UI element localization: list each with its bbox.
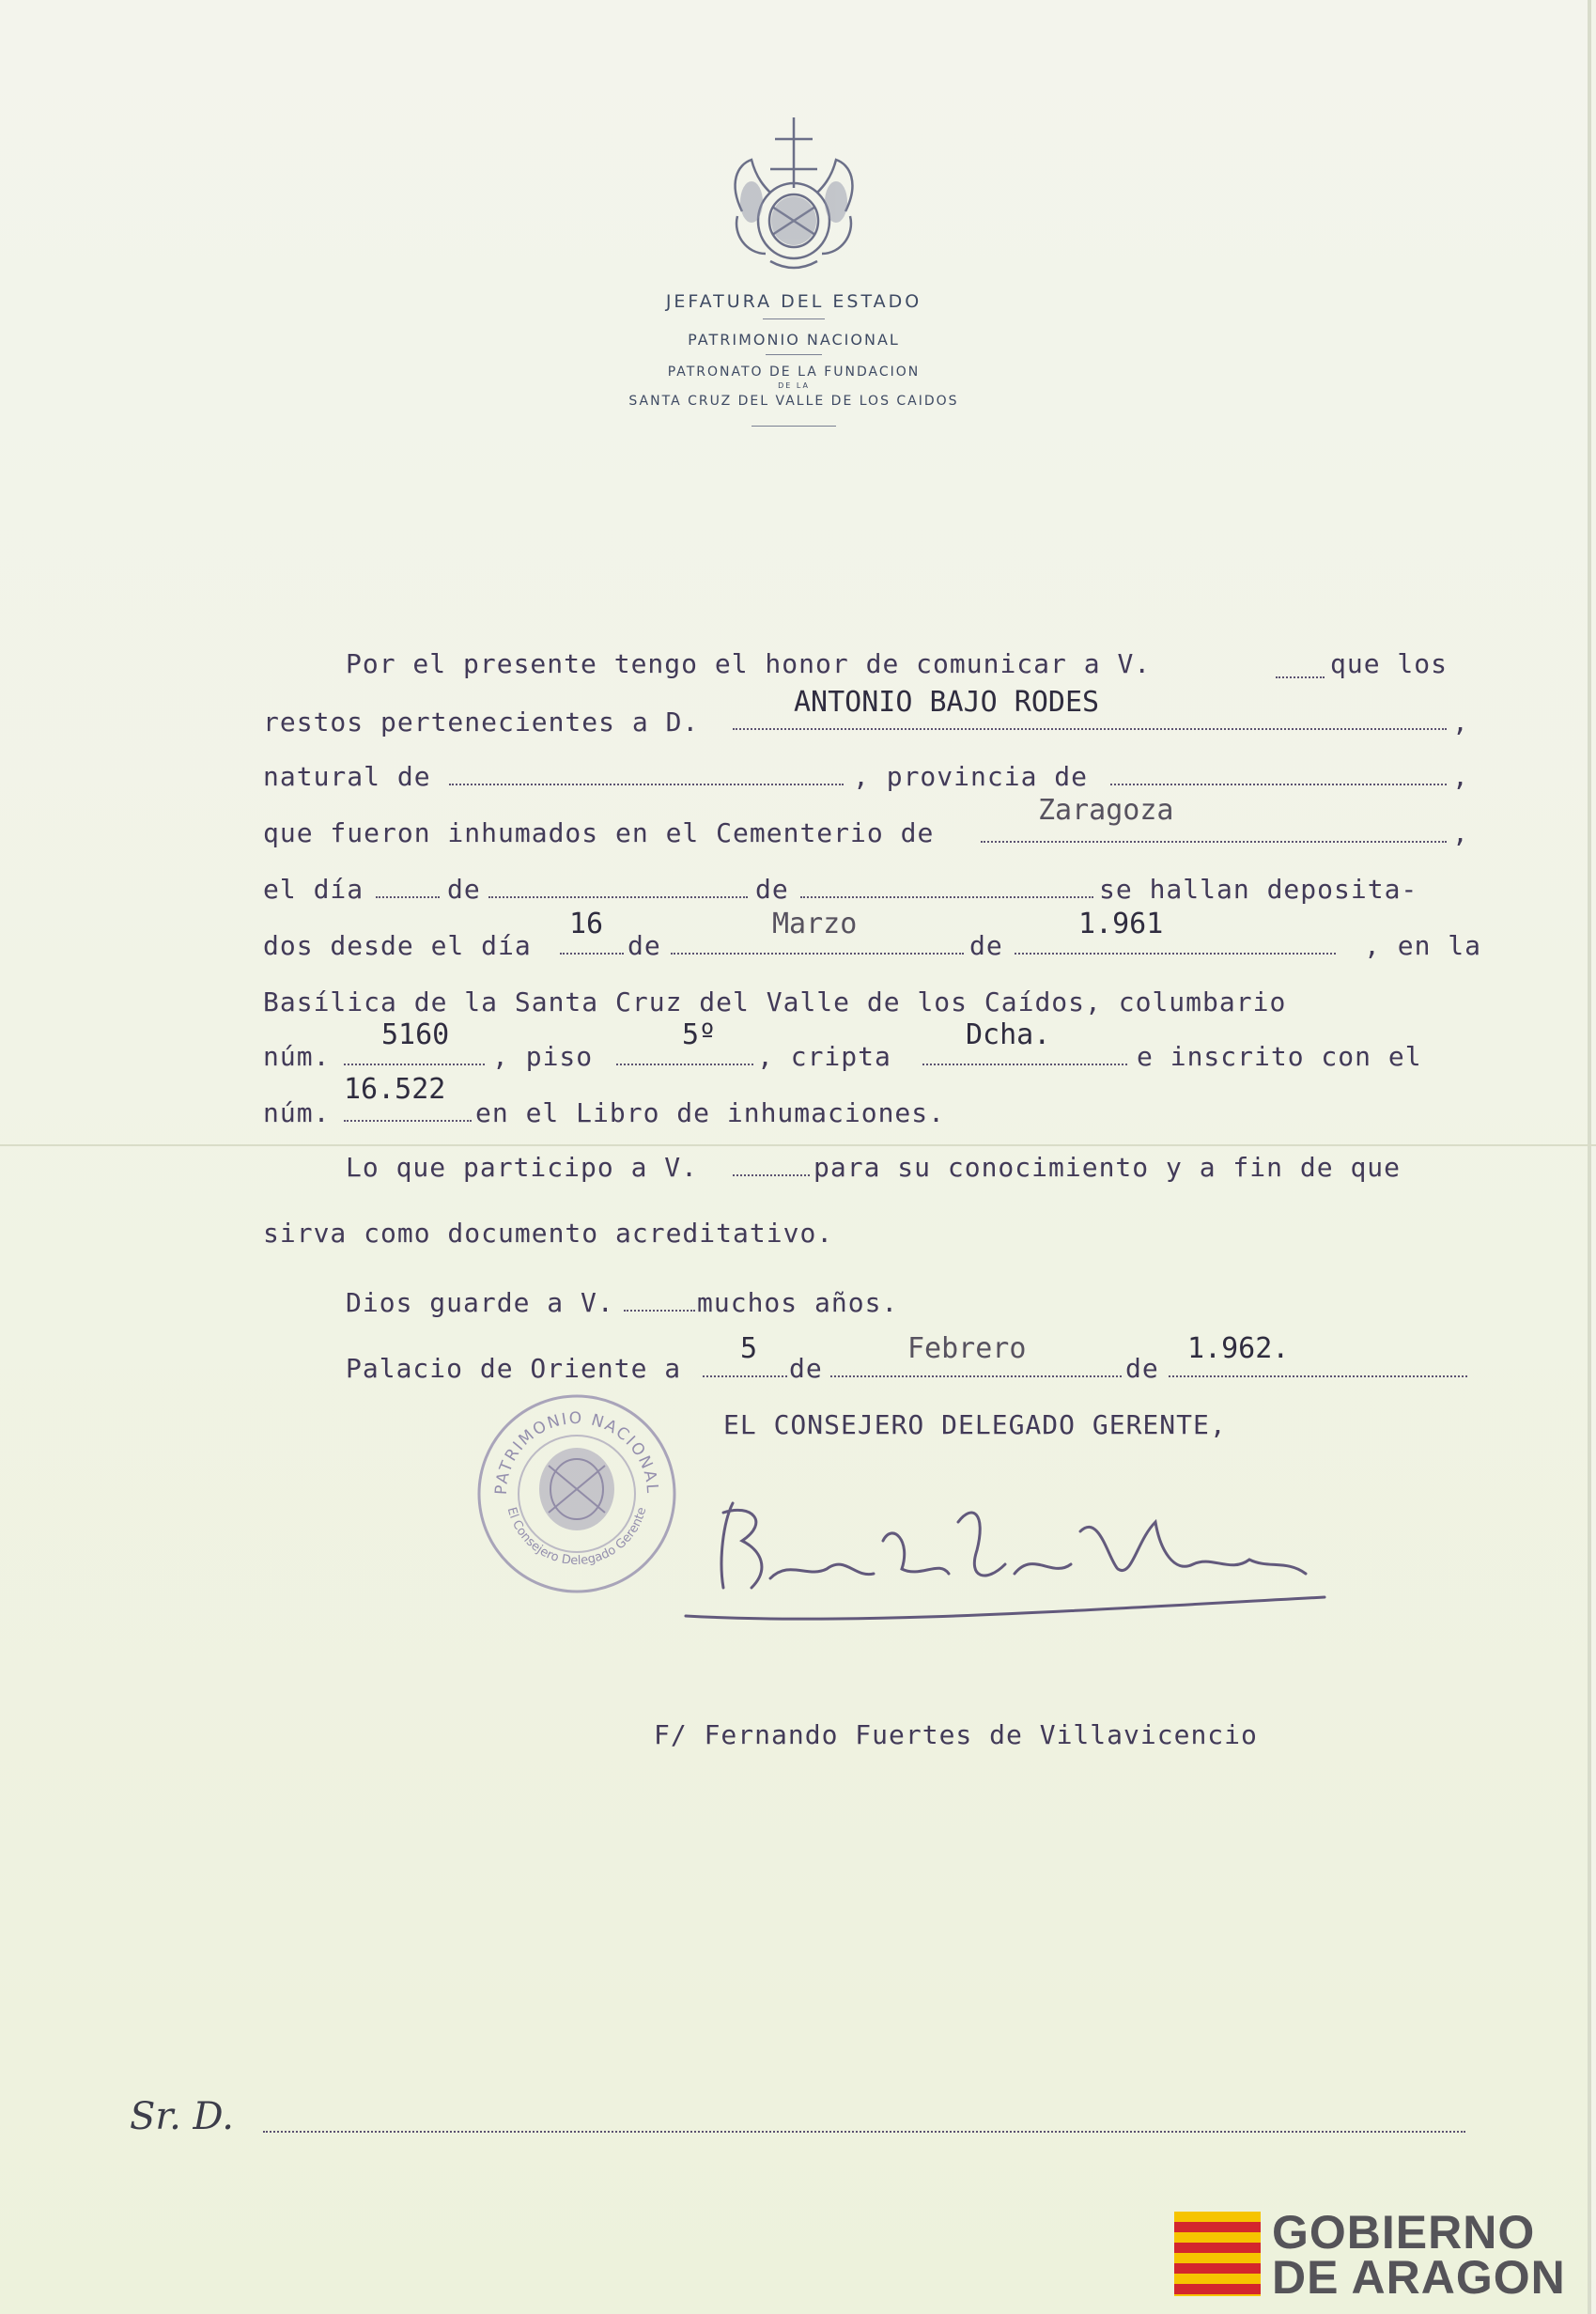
- svg-text:El Consejero Delegado Gerente: El Consejero Delegado Gerente: [504, 1505, 650, 1569]
- comma: ,: [1452, 761, 1469, 792]
- blank-dots: [981, 841, 1447, 843]
- body-line-11: sirva como documento acreditativo.: [263, 1218, 834, 1249]
- date-line: Palacio de Oriente a: [346, 1353, 682, 1384]
- comma: ,: [1452, 817, 1469, 848]
- body-line-3-provincia: , provincia de: [853, 761, 1089, 792]
- blank-dots: [616, 1064, 753, 1065]
- body-line-12-end: muchos años.: [697, 1287, 899, 1318]
- blank-dots: [733, 728, 1447, 730]
- letterhead-rule: [766, 354, 822, 355]
- piso-field: 5º: [682, 1018, 717, 1051]
- aragon-flag-icon: [1174, 2212, 1261, 2296]
- blank-dots: [376, 896, 440, 898]
- body-line-6-de: de: [969, 930, 1003, 961]
- body-line-6-de: de: [628, 930, 661, 961]
- svg-text:PATRIMONIO NACIONAL: PATRIMONIO NACIONAL: [491, 1408, 662, 1496]
- body-line-9: núm.: [263, 1097, 331, 1128]
- body-line-5-de: de: [755, 874, 789, 905]
- body-line-8: núm.: [263, 1041, 331, 1072]
- body-line-12: Dios guarde a V.: [346, 1287, 614, 1318]
- date-day-field: 5: [740, 1332, 758, 1365]
- body-line-5-de: de: [447, 874, 481, 905]
- fold-crease: [0, 1144, 1596, 1146]
- letterhead-line-santa-cruz: SANTA CRUZ DEL VALLE DE LOS CAIDOS: [628, 394, 959, 409]
- official-seal-stamp: [473, 1390, 680, 1597]
- body-line-5: el día: [263, 874, 364, 905]
- typed-signer-name: F/ Fernando Fuertes de Villavicencio: [654, 1719, 1258, 1750]
- blank-dots: [449, 784, 844, 785]
- registry-number-field: 16.522: [344, 1073, 446, 1106]
- date-line-de: de: [1125, 1353, 1159, 1384]
- cross-coat-of-arms-icon: [714, 113, 874, 282]
- body-line-10: Lo que participo a V.: [346, 1152, 699, 1183]
- blank-dots: [344, 1120, 472, 1122]
- logo-line-2: DE ARAGON: [1272, 2251, 1566, 2304]
- blank-dots: [560, 953, 624, 955]
- columbario-field: 5160: [381, 1018, 450, 1051]
- letterhead-line-patrimonio: PATRIMONIO NACIONAL: [688, 331, 900, 349]
- addressee-blank: [263, 2131, 1465, 2133]
- blank-dots: [733, 1174, 810, 1176]
- cemetery-field: Zaragoza: [1038, 794, 1174, 827]
- body-line-5-end: se hallan deposita-: [1099, 874, 1418, 905]
- comma: ,: [1452, 707, 1469, 738]
- body-line-8-piso: , piso: [492, 1041, 594, 1072]
- deceased-name-field: ANTONIO BAJO RODES: [794, 686, 1100, 719]
- blank-dots: [1276, 676, 1325, 678]
- body-line-3: natural de: [263, 761, 431, 792]
- gobierno-aragon-logo: [1174, 2206, 1588, 2304]
- body-line-6: dos desde el día: [263, 930, 532, 961]
- letterhead-line-jefatura: JEFATURA DEL ESTADO: [665, 291, 922, 312]
- deposit-month-field: Marzo: [772, 908, 858, 940]
- blank-dots: [800, 896, 1093, 898]
- signer-title: EL CONSEJERO DELEGADO GERENTE,: [723, 1409, 1227, 1440]
- deposit-year-field: 1.961: [1078, 908, 1164, 940]
- body-line-8-cripta: , cripta: [757, 1041, 891, 1072]
- body-line-4: que fueron inhumados en el Cementerio de: [263, 817, 935, 848]
- deposit-day-field: 16: [569, 908, 604, 940]
- letterhead-line-patronato: PATRONATO DE LA FUNDACION: [667, 365, 921, 380]
- cripta-field: Dcha.: [966, 1018, 1051, 1051]
- date-month-field: Febrero: [907, 1332, 1027, 1365]
- blank-dots: [671, 953, 964, 955]
- letterhead-rule: [763, 318, 825, 319]
- blank-dots: [1015, 953, 1336, 955]
- body-line-10-end: para su conocimiento y a fin de que: [813, 1152, 1402, 1183]
- blank-dots: [703, 1375, 787, 1377]
- handwritten-signature: [667, 1484, 1343, 1625]
- body-line-2: restos pertenecientes a D.: [263, 707, 700, 738]
- body-line-8-end: e inscrito con el: [1137, 1041, 1422, 1072]
- blank-dots: [830, 1375, 1122, 1377]
- logo-line-1: GOBIERNO: [1272, 2206, 1536, 2259]
- date-line-de: de: [789, 1353, 823, 1384]
- body-line-7: Basílica de la Santa Cruz del Valle de los Caídos, columbario: [263, 986, 1287, 1017]
- date-year-field: 1.962.: [1187, 1332, 1290, 1365]
- blank-dots: [1169, 1375, 1467, 1377]
- addressee-label: Sr. D.: [130, 2095, 234, 2138]
- body-line-6-end: , en la: [1364, 930, 1482, 961]
- blank-dots: [344, 1064, 485, 1065]
- blank-dots: [624, 1310, 695, 1312]
- logo-text: [1272, 2206, 1566, 2304]
- blank-dots: [1110, 784, 1447, 785]
- body-line-1-end: que los: [1330, 648, 1449, 679]
- blank-dots: [922, 1064, 1127, 1065]
- blank-dots: [488, 896, 748, 898]
- body-line-9-end: en el Libro de inhumaciones.: [475, 1097, 946, 1128]
- letterhead-line-de-la: DE LA: [778, 381, 810, 390]
- letterhead-rule: [752, 426, 836, 427]
- body-line-1: Por el presente tengo el honor de comunicar a V.: [346, 648, 1152, 679]
